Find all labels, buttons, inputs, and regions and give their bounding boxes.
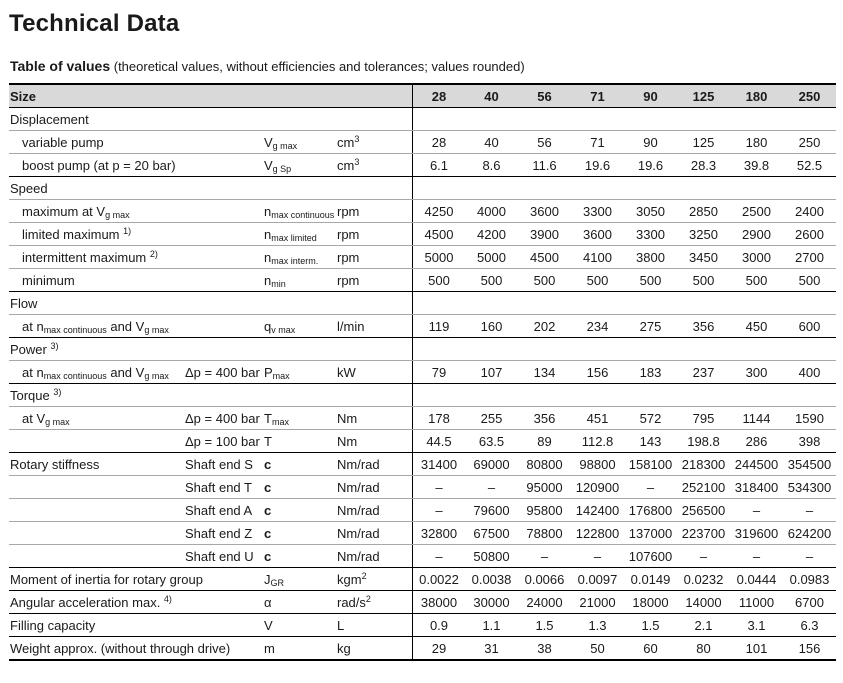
row-label: variable pump [22,135,104,150]
value-cell: 1.3 [588,618,607,633]
value-cell: 250 [798,135,821,150]
data-row [9,453,836,476]
data-row [9,200,836,223]
value-cell: 1.5 [535,618,554,633]
value-cell: 178 [412,407,465,429]
value-cell: 3300 [583,204,612,219]
value-cell: – [487,480,496,495]
value-cell: 0.0097 [577,572,618,587]
row-label: intermittent maximum $^{2)}$ [22,249,158,265]
value-cell: 2400 [795,204,824,219]
size-column-header: 28 [412,85,465,107]
data-row [9,522,836,545]
size-column-header: 90 [643,89,658,104]
value-cell: 300 [745,365,768,380]
data-row [9,568,836,591]
row-unit: $cm^3$ [337,157,360,173]
value-cell: 1.1 [482,618,501,633]
value-cell: 32800 [412,522,465,544]
row-symbol: $n_{max interm.}$ [264,250,319,266]
value-cell: 356 [533,411,556,426]
value-cell: 3300 [636,227,665,242]
value-cell: 38 [537,641,552,656]
row-sublabel: Δp = 400 bar [185,411,260,426]
value-cell: 198.8 [687,434,720,449]
value-cell: 4500 [530,250,559,265]
value-cell: 356 [692,319,715,334]
technical-data-table [9,83,836,661]
size-column-header: 180 [745,89,768,104]
row-unit: rpm [337,250,360,265]
value-cell: 4250 [412,200,465,222]
value-cell: 6.3 [800,618,819,633]
value-cell: 80800 [526,457,563,472]
data-row [9,476,836,499]
row-label: Filling capacity [10,618,96,633]
data-row [9,499,836,522]
value-cell: 500 [745,273,768,288]
section-label: Speed [10,181,48,196]
value-cell: 11000 [738,595,775,610]
row-unit: Nm [337,411,358,426]
row-symbol: m [264,641,275,656]
value-cell: 8.6 [482,158,501,173]
value-cell: 354500 [787,457,832,472]
empty-value-area [412,108,836,130]
row-unit: kW [337,365,356,380]
value-cell: 90 [643,135,658,150]
row-unit: Nm/rad [337,549,380,564]
value-cell: 0.0022 [412,568,465,590]
value-cell: 24000 [526,595,563,610]
value-cell: 3000 [742,250,771,265]
row-unit: l/min [337,319,365,334]
value-cell: 572 [639,411,662,426]
row-unit: kg [337,641,351,656]
value-cell: 52.5 [796,158,823,173]
page-title: Technical Data [9,10,180,37]
row-sublabel [183,637,262,659]
value-cell: 275 [639,319,662,334]
row-sublabel [183,131,262,153]
data-row [9,430,836,453]
value-cell: 89 [537,434,552,449]
row-unit: $cm^3$ [337,134,360,150]
value-cell: 50800 [473,549,510,564]
value-cell: 101 [745,641,768,656]
size-column-header: 125 [692,89,715,104]
value-cell: – [593,549,602,564]
value-cell: – [805,503,814,518]
row-symbol: c [264,503,272,518]
value-cell: 79600 [473,503,510,518]
value-cell: 28.3 [690,158,717,173]
row-sublabel [183,315,262,337]
row-sublabel: Shaft end A [185,503,253,518]
value-cell: 50 [590,641,605,656]
value-cell: 125 [692,135,715,150]
value-cell: 56 [537,135,552,150]
row-unit: rpm [337,227,360,242]
row-unit: Nm/rad [337,457,380,472]
data-row [9,407,836,430]
row-symbol: $T_{max}$ [264,411,289,427]
row-sublabel [183,568,262,590]
row-label [9,522,183,544]
value-cell: 450 [745,319,768,334]
value-cell: 3450 [689,250,718,265]
value-cell: 4500 [412,223,465,245]
size-column-header: 40 [484,89,499,104]
value-cell: 2600 [795,227,824,242]
value-cell: – [412,476,465,498]
data-row [9,637,836,659]
row-symbol: $V_{g Sp}$ [264,158,292,174]
row-label: at $n_{max continuous}$ and $V_{g max}$ [22,365,169,381]
value-cell: 4100 [583,250,612,265]
value-cell: 69000 [473,457,510,472]
empty-value-area [412,292,836,314]
row-label [9,476,183,498]
section-row [9,177,836,200]
value-cell: 6.1 [412,154,465,176]
value-cell: 451 [586,411,609,426]
value-cell: 1144 [742,411,771,426]
row-symbol: $q_{v max}$ [264,319,296,335]
value-cell: 39.8 [743,158,770,173]
value-cell: 600 [798,319,821,334]
row-sublabel [183,223,262,245]
row-unit: Nm/rad [337,526,380,541]
data-row [9,131,836,154]
row-unit: rad/$s^2$ [337,594,371,610]
value-cell: 60 [643,641,658,656]
value-cell: 44.5 [412,430,465,452]
value-cell: 120900 [575,480,620,495]
data-row [9,315,836,338]
value-cell: 0.0149 [630,572,671,587]
row-symbol: $J_{GR}$ [264,572,284,588]
value-cell: 2500 [742,204,771,219]
value-cell: 318400 [734,480,779,495]
value-cell: 1.5 [641,618,660,633]
value-cell: 3600 [530,204,559,219]
value-cell: 500 [412,269,465,291]
value-cell: 31 [484,641,499,656]
row-label: maximum at $V_{g max}$ [22,204,130,220]
row-symbol: V [264,618,273,633]
value-cell: 223700 [681,526,726,541]
row-unit: L [337,618,345,633]
row-symbol: T [264,434,272,449]
data-row [9,545,836,568]
value-cell: 67500 [473,526,510,541]
value-cell: 95000 [526,480,563,495]
section-label: Flow [10,296,38,311]
value-cell: 38000 [412,591,465,613]
value-cell: 119 [412,315,465,337]
value-cell: 3900 [530,227,559,242]
row-label [9,430,183,452]
row-sublabel [183,614,262,636]
row-label: Weight approx. (without through drive) [10,641,231,656]
section-row [9,108,836,131]
value-cell: 28 [412,131,465,153]
data-row [9,269,836,292]
value-cell: 158100 [628,457,673,472]
value-cell: 180 [745,135,768,150]
value-cell: 19.6 [637,158,664,173]
row-sublabel: Shaft end U [185,549,254,564]
row-label: boost pump (at p = 20 bar) [22,158,176,173]
section-row [9,338,836,361]
value-cell: 11.6 [532,158,557,173]
row-sublabel: Shaft end T [185,480,252,495]
value-cell: 71 [590,135,605,150]
value-cell: 137000 [628,526,673,541]
value-cell: – [412,499,465,521]
value-cell: 3050 [636,204,665,219]
row-sublabel: Shaft end Z [185,526,253,541]
value-cell: 6700 [795,595,824,610]
data-row [9,154,836,177]
row-label [9,499,183,521]
empty-value-area [412,338,836,360]
row-symbol: $n_{min}$ [264,273,286,289]
table-body [9,108,836,659]
section-row [9,384,836,407]
data-row [9,246,836,269]
value-cell: 134 [533,365,556,380]
value-cell: – [412,545,465,567]
value-cell: 534300 [787,480,832,495]
value-cell: 2700 [795,250,824,265]
section-label: Displacement [10,112,89,127]
value-cell: 237 [692,365,715,380]
row-unit: Nm/rad [337,503,380,518]
row-symbol: $V_{g max}$ [264,135,298,151]
row-label: minimum [22,273,75,288]
value-cell: 624200 [787,526,832,541]
row-sublabel [183,154,262,176]
value-cell: – [752,549,761,564]
value-cell: – [540,549,549,564]
value-cell: 244500 [734,457,779,472]
value-cell: 0.0038 [471,572,512,587]
value-cell: – [752,503,761,518]
data-row [9,614,836,637]
row-unit: rpm [337,273,360,288]
row-symbol: $P_{max}$ [264,365,290,381]
section-label: Power $^{3)}$ [10,341,59,357]
value-cell: 400 [798,365,821,380]
value-cell: 31400 [412,453,465,475]
value-cell: 5000 [412,246,465,268]
value-cell: 0.9 [412,614,465,636]
value-cell: 79 [412,361,465,383]
value-cell: 160 [480,319,503,334]
size-header-label: Size [10,89,37,104]
data-row [9,591,836,614]
row-sublabel [183,246,262,268]
value-cell: 255 [480,411,503,426]
value-cell: 14000 [685,595,722,610]
section-row [9,292,836,315]
value-cell: 5000 [477,250,506,265]
size-column-header: 250 [798,89,821,104]
row-unit: Nm [337,434,358,449]
value-cell: 2.1 [694,618,713,633]
value-cell: 3.1 [747,618,766,633]
row-symbol: α [264,595,272,610]
empty-value-area [412,384,836,406]
value-cell: 18000 [632,595,669,610]
value-cell: 795 [692,411,715,426]
value-cell: 1590 [795,411,824,426]
value-cell: 156 [586,365,609,380]
row-label: at $V_{g max}$ [22,411,70,427]
row-symbol: $n_{max continuous}$ [264,204,335,220]
value-cell: 3250 [689,227,718,242]
row-label: at $n_{max continuous}$ and $V_{g max}$ [22,319,169,335]
section-label: Torque $^{3)}$ [10,387,62,403]
value-cell: 319600 [734,526,779,541]
subtitle-heading: Table of values [10,58,111,74]
value-cell: 2850 [689,204,718,219]
row-sublabel: Δp = 100 bar [185,434,260,449]
value-cell: 107600 [628,549,673,564]
row-sublabel [183,269,262,291]
value-cell: 107 [480,365,503,380]
size-column-header: 56 [537,89,552,104]
row-label [9,545,183,567]
value-cell: 78800 [526,526,563,541]
value-cell: – [646,480,655,495]
row-sublabel [183,200,262,222]
value-cell: 156 [798,641,821,656]
row-label: Moment of inertia for rotary group [10,572,203,587]
value-cell: 2900 [742,227,771,242]
value-cell: 0.0066 [524,572,565,587]
row-label: limited maximum $^{1)}$ [22,226,132,242]
subtitle-note: (theoretical values, without efficiencies and tolerances; values rounded) [113,59,525,74]
value-cell: 0.0232 [683,572,724,587]
row-sublabel: Shaft end S [185,457,253,472]
row-unit: rpm [337,204,360,219]
value-cell: 122800 [575,526,620,541]
value-cell: 286 [745,434,768,449]
value-cell: 234 [586,319,609,334]
value-cell: 40 [484,135,499,150]
row-symbol: c [264,549,272,564]
value-cell: 80 [696,641,711,656]
row-symbol: $n_{max limited}$ [264,227,317,243]
size-column-header: 71 [590,89,605,104]
value-cell: 112.8 [581,434,614,449]
value-cell: 252100 [681,480,726,495]
value-cell: 4200 [477,227,506,242]
value-cell: 63.5 [478,434,505,449]
row-symbol: c [264,480,272,495]
data-row [9,223,836,246]
table-subtitle [10,58,836,74]
value-cell: 3800 [636,250,665,265]
value-cell: 0.0444 [736,572,777,587]
value-cell: 4000 [477,204,506,219]
table-header-row [9,85,836,108]
row-unit: Nm/rad [337,480,380,495]
value-cell: 0.0983 [789,572,830,587]
value-cell: 202 [533,319,556,334]
row-sublabel [183,591,262,613]
value-cell: 21000 [579,595,616,610]
value-cell: – [699,549,708,564]
value-cell: 3600 [583,227,612,242]
value-cell: 176800 [628,503,673,518]
value-cell: 500 [639,273,662,288]
value-cell: 19.6 [584,158,611,173]
row-label: Angular acceleration max. $^{4)}$ [10,594,172,610]
value-cell: 398 [798,434,821,449]
value-cell: 500 [533,273,556,288]
value-cell: 500 [586,273,609,288]
row-symbol: c [264,526,272,541]
row-label: Rotary stiffness [10,457,100,472]
row-symbol: c [264,457,272,472]
row-unit: kgm$^2$ [337,571,367,587]
value-cell: 29 [412,637,465,659]
row-sublabel: Δp = 400 bar [185,365,260,380]
value-cell: 218300 [681,457,726,472]
value-cell: 30000 [473,595,510,610]
value-cell: 95800 [526,503,563,518]
value-cell: – [805,549,814,564]
value-cell: 98800 [579,457,616,472]
value-cell: 256500 [681,503,726,518]
value-cell: 500 [798,273,821,288]
value-cell: 500 [480,273,503,288]
value-cell: 142400 [575,503,620,518]
value-cell: 183 [639,365,662,380]
empty-value-area [412,177,836,199]
value-cell: 500 [692,273,715,288]
value-cell: 143 [639,434,662,449]
data-row [9,361,836,384]
